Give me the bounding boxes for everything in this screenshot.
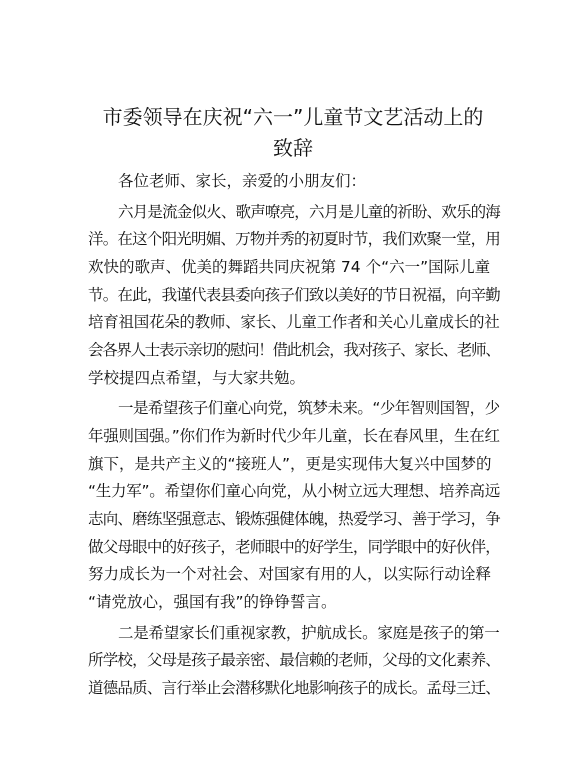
paragraph-line: 道德品质、言行举止会潜移默化地影响孩子的成长。孟母三迁、 [88,679,501,697]
paragraph-line: 洋。在这个阳光明媚、万物并秀的初夏时节，我们欢聚一堂，用 [88,230,501,248]
paragraph-line: 年强则国强。”你们作为新时代少年儿童，长在春风里，生在红 [88,427,500,445]
paragraph-line: 做父母眼中的好孩子，老师眼中的好学生，同学眼中的好伙伴， [88,538,501,556]
paragraph-line: 培育祖国花朵的教师、家长、儿童工作者和关心儿童成长的社 [88,313,500,331]
paragraph-line: 欢快的歌声、优美的舞蹈共同庆祝第 74 个“六一”国际儿童 [88,258,491,276]
paragraph-line: 一是希望孩子们童心向党，筑梦未来。“少年智则国智，少 [118,399,500,417]
paragraph-line: “请党放心，强国有我”的铮铮誓言。 [88,593,337,611]
paragraph-line: 学校提四点希望，与大家共勉。 [88,369,306,387]
paragraph-line: 节。在此，我谨代表县委向孩子们致以美好的节日祝福，向辛勤 [88,286,501,304]
paragraph-line: 会各界人士表示亲切的慰问！借此机会，我对孩子、家长、老师、 [88,341,500,359]
document-title-line-2: 致辞 [273,136,313,160]
paragraph-line: 志向、磨练坚强意志、锻炼强健体魄，热爱学习、善于学习，争 [88,510,501,528]
paragraph-line: 努力成长为一个对社会、对国家有用的人，以实际行动诠释 [88,565,492,583]
paragraph-line: 二是希望家长们重视家教，护航成长。家庭是孩子的第一 [118,624,500,642]
document-title-line-1: 市委领导在庆祝“六一”儿童节文艺活动上的 [102,105,484,129]
paragraph-line: 所学校，父母是孩子最亲密、最信赖的老师，父母的文化素养、 [88,651,501,669]
salutation: 各位老师、家长，亲爱的小朋友们： [118,172,367,190]
paragraph-line: 旗下，是共产主义的“接班人”，更是实现伟大复兴中国梦的 [88,455,492,473]
paragraph-line: “生力军”。希望你们童心向党，从小树立远大理想、培养高远 [88,482,501,500]
paragraph-line: 六月是流金似火、歌声嘹亮，六月是儿童的祈盼、欢乐的海 [118,203,501,221]
